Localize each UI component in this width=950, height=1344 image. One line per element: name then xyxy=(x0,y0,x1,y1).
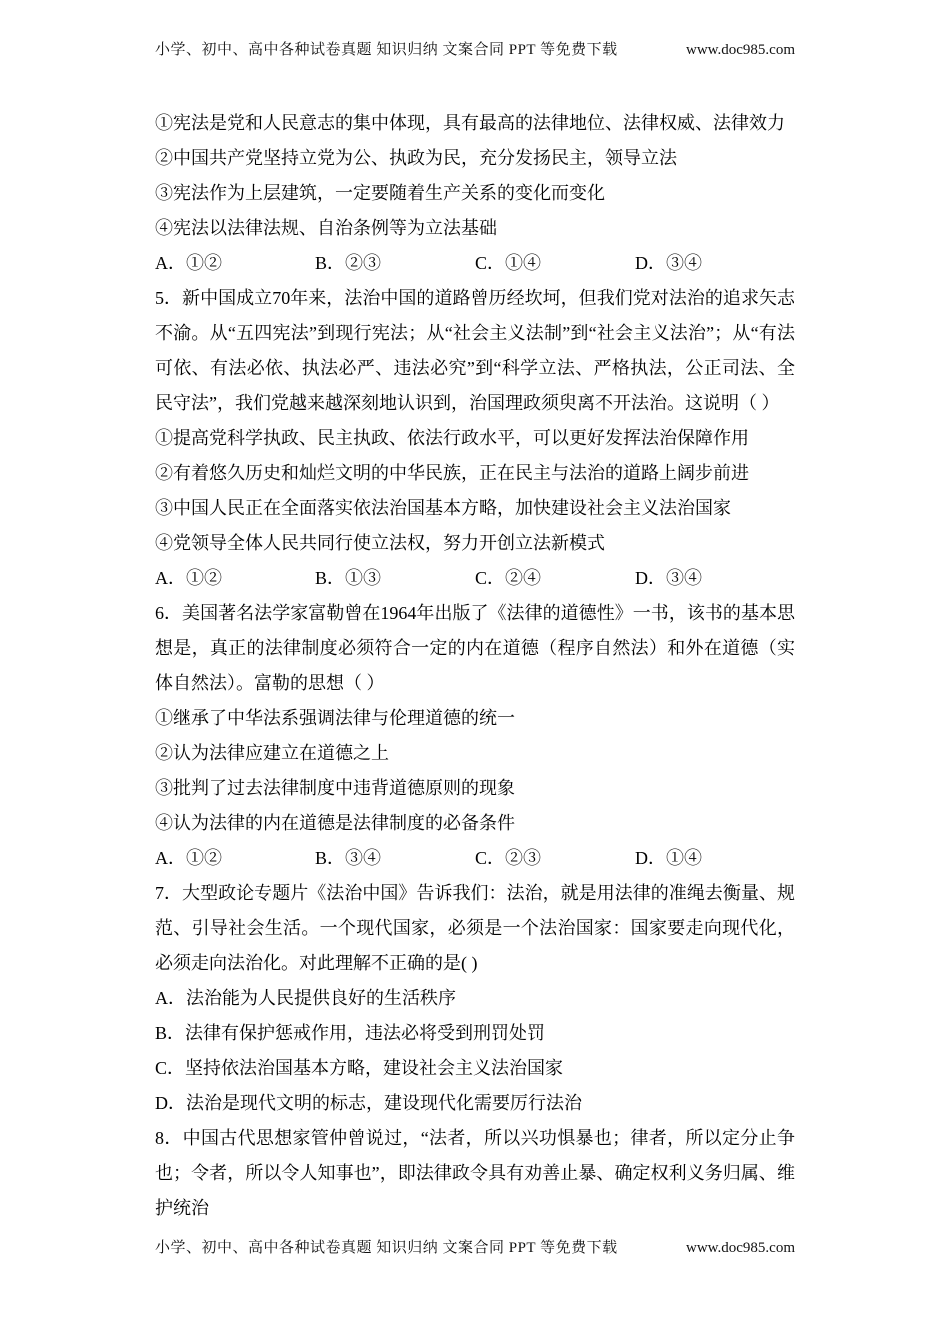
page-header xyxy=(155,38,795,59)
question-stem: 8．中国古代思想家管仲曾说过，“法者，所以兴功惧暴也；律者，所以定分止争也；令者，所以令人知事也”，即法律政令具有劝善止暴、确定权利义务归属、维护统治 xyxy=(155,1128,795,1218)
question-stem: 7．大型政论专题片《法治中国》告诉我们：法治，就是用法律的准绳去衡量、规范、引导社会生活。一个现代国家，必须是一个法治国家：国家要走向现代化，必须走向法治化。对此理解不正确的是( ) xyxy=(155,883,795,973)
text-line: ④党领导全体人民共同行使立法权，努力开创立法新模式 xyxy=(155,533,605,553)
answer-options-row xyxy=(155,561,795,596)
text-line: ③批判了过去法律制度中违背道德原则的现象 xyxy=(155,778,515,798)
answer-option: A．①② xyxy=(155,568,222,588)
answer-options-row xyxy=(155,841,795,876)
question-stem: 5．新中国成立70年来，法治中国的道路曾历经坎坷，但我们党对法治的追求矢志不渝。从“五四宪法”到现行宪法；从“社会主义法制”到“社会主义法治”；从“有法可依、有法必依、执法必严、违法必究”到“科学立法、严格执法，公正司法、全民守法”，我们党越来越深刻地认识到，治国理政须臾离不开法治。这说明（ ） xyxy=(155,288,795,413)
text-line: ②认为法律应建立在道德之上 xyxy=(155,743,389,763)
text-line: C．坚持依法治国基本方略，建设社会主义法治国家 xyxy=(155,1058,564,1078)
answer-option: A．①② xyxy=(155,848,222,868)
text-line: ①提高党科学执政、民主执政、依法行政水平，可以更好发挥法治保障作用 xyxy=(155,428,749,448)
text-line: ②有着悠久历史和灿烂文明的中华民族，正在民主与法治的道路上阔步前进 xyxy=(155,463,749,483)
text-line: ③宪法作为上层建筑，一定要随着生产关系的变化而变化 xyxy=(155,183,605,203)
document-body xyxy=(155,106,795,1226)
question-stem: 6．美国著名法学家富勒曾在1964年出版了《法律的道德性》一书，该书的基本思想是，真正的法律制度必须符合一定的内在道德（程序自然法）和外在道德（实体自然法）。富勒的思想（ ） xyxy=(155,603,795,693)
answer-option: D．③④ xyxy=(635,568,702,588)
answer-option: C．②④ xyxy=(475,568,542,588)
text-line: ②中国共产党坚持立党为公、执政为民，充分发扬民主，领导立法 xyxy=(155,148,677,168)
answer-option: D．③④ xyxy=(635,253,702,273)
text-line: D．法治是现代文明的标志，建设现代化需要厉行法治 xyxy=(155,1093,582,1113)
text-line: ④认为法律的内在道德是法律制度的必备条件 xyxy=(155,813,515,833)
text-line: B．法律有保护惩戒作用，违法必将受到刑罚处罚 xyxy=(155,1023,546,1043)
page-footer xyxy=(155,1236,795,1257)
answer-option: B．③④ xyxy=(315,848,382,868)
text-line: ①宪法是党和人民意志的集中体现，具有最高的法律地位、法律权威、法律效力 xyxy=(155,113,785,133)
answer-option: C．②③ xyxy=(475,848,542,868)
header-site-url: www.doc985.com xyxy=(685,42,795,58)
answer-options-row xyxy=(155,246,795,281)
answer-option: C．①④ xyxy=(475,253,542,273)
answer-option: A．①② xyxy=(155,253,222,273)
text-line: A．法治能为人民提供良好的生活秩序 xyxy=(155,988,456,1008)
header-watermark-text: 小学、初中、高中各种试卷真题 知识归纳 文案合同 PPT 等免费下载 xyxy=(155,42,618,58)
answer-option: B．②③ xyxy=(315,253,382,273)
text-line: ④宪法以法律法规、自治条例等为立法基础 xyxy=(155,218,497,238)
text-line: ①继承了中华法系强调法律与伦理道德的统一 xyxy=(155,708,515,728)
answer-option: B．①③ xyxy=(315,568,382,588)
footer-watermark-text: 小学、初中、高中各种试卷真题 知识归纳 文案合同 PPT 等免费下载 xyxy=(155,1240,618,1256)
answer-option: D．①④ xyxy=(635,848,702,868)
footer-site-url: www.doc985.com xyxy=(685,1240,795,1256)
text-line: ③中国人民正在全面落实依法治国基本方略，加快建设社会主义法治国家 xyxy=(155,498,731,518)
